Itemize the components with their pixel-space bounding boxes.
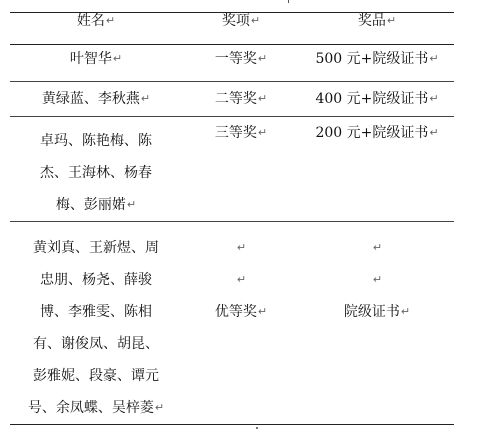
return-arrow-icon: ↵ [236,273,247,286]
return-arrow-icon: ↵ [112,52,123,65]
cell-prize: ↵ ↵ 院级证书↵ [300,222,454,425]
table-row [10,117,454,222]
return-arrow-icon: ↵ [140,92,151,105]
name-line: 号、余凤蝶、吴梓菱↵ [27,400,165,416]
cell-prize: 400 元+院级证书↵ [300,82,454,117]
cell-prize: 500 元+院级证书↵ [300,45,454,82]
return-arrow-icon: ↵ [372,273,383,286]
return-arrow-icon: ↵ [400,305,411,318]
name-line: 黄刘真、王新煜、周 [33,240,159,256]
header-award: 奖项↵ [182,13,300,45]
return-arrow-icon: ↵ [257,126,268,139]
return-arrow-icon: ↵ [372,241,383,254]
return-arrow-icon: ↵ [154,401,165,414]
cell-award: 二等奖↵ [182,82,300,117]
return-arrow-icon: ↵ [257,305,268,318]
name-line: 梅、彭丽婼↵ [55,197,137,213]
awards-table [10,12,454,425]
return-arrow-icon: ↵ [236,241,247,254]
name-line: 卓玛、陈艳梅、陈 [40,133,152,149]
header-name: 姓名↵ [10,13,182,45]
return-arrow-icon: ↵ [429,92,439,105]
table-row [10,45,454,82]
name-line: 杰、王海林、杨春 [40,165,152,181]
return-arrow-icon: ↵ [126,198,137,211]
cell-award: ↵ ↵ 优等奖↵ [182,222,300,425]
cell-award: 一等奖↵ [182,45,300,82]
cell-names: 黄绿蓝、李秋燕↵ [10,82,182,117]
cell-award: 三等奖↵ [182,117,300,222]
return-arrow-icon: ↵ [105,14,116,27]
cell-prize: 200 元+院级证书↵ [300,117,454,222]
return-arrow-icon: ↵ [429,126,439,139]
name-line: 有、谢俊凤、胡昆、 [33,336,159,352]
table-row [10,82,454,117]
return-arrow-icon: ↵ [257,92,268,105]
cell-names: 叶智华↵ [10,45,182,82]
name-line: 博、李雅雯、陈相 [40,304,152,320]
bottom-dot [256,427,258,429]
return-arrow-icon: ↵ [429,52,439,65]
name-line: 忠朋、杨尧、薛骏 [40,272,152,288]
return-arrow-icon: ↵ [257,52,268,65]
table-row [10,222,454,425]
header-prize: 奖品↵ [300,13,454,45]
return-arrow-icon: ↵ [250,14,261,27]
return-arrow-icon: ↵ [386,14,397,27]
cell-names [10,222,182,425]
header-row [10,13,454,45]
cell-names [10,117,182,222]
name-line: 彭雅妮、段豪、谭元 [33,368,159,384]
top-cut-fragment [288,0,295,3]
